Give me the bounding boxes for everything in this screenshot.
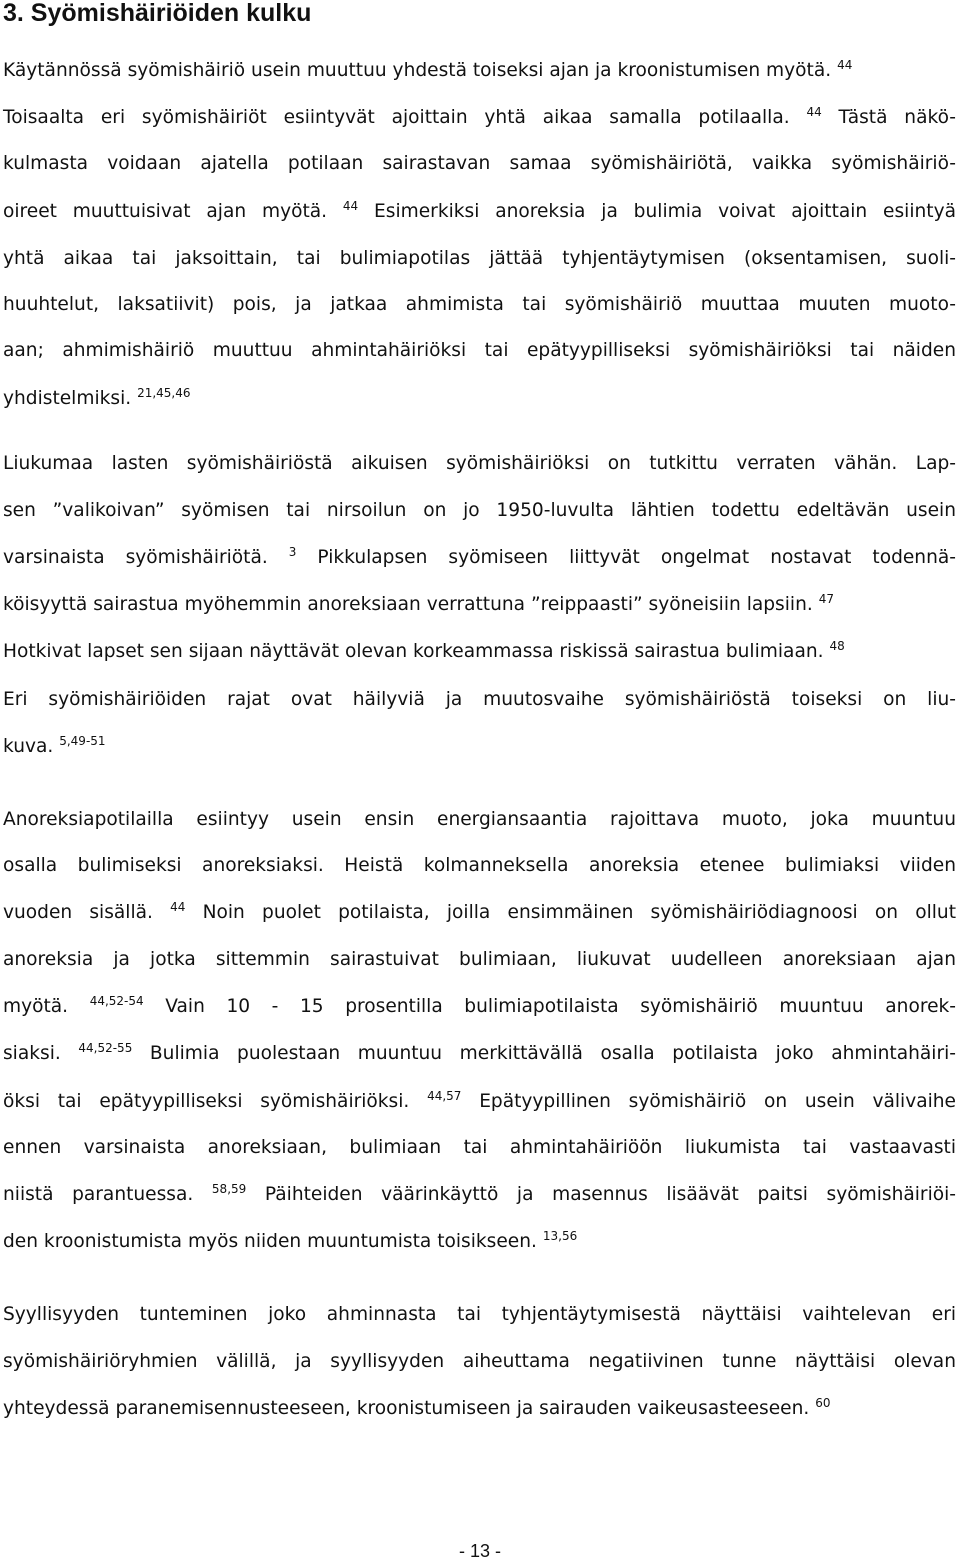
line-text: anoreksia ja jotka sittemmin sairastuivat bulimiaan, liukuvat uudelleen anoreksiaan ajan [3,949,956,970]
line-text: syömishäiriöryhmien välillä, ja syyllisyyden aiheuttama negatiivinen tunne näyttäisi olevan [3,1351,956,1372]
line-text: varsinaista syömishäiriötä. [3,547,268,568]
line-text-continuation: Noin puolet potilaista, joilla ensimmäinen syömishäiriödiagnoosi on ollut [202,902,956,923]
citation-reference: 13,56 [542,1229,578,1243]
text-line [3,1090,956,1114]
text-line [3,247,956,271]
line-text-continuation: Epätyypillinen syömishäiriö on usein välivaihe [479,1091,956,1112]
text-line [3,901,956,925]
line-text: myötä. [3,996,69,1017]
citation-reference: 44 [806,105,822,119]
line-text-continuation: Päihteiden väärinkäyttö ja masennus lisäävät paitsi syömishäiriöi- [264,1184,956,1205]
citation-reference: 44,52-55 [78,1041,133,1055]
line-text: Liukumaa lasten syömishäiriöstä aikuisen syömishäiriöksi on tutkittu verraten vähän. Lap- [3,453,956,474]
line-text: yhdistelmiksi. [3,388,132,409]
line-text: huuhtelut, laksatiivit) pois, ja jatkaa ahmimista tai syömishäiriö muuttaa muuten muoto- [3,294,956,315]
line-text: Käytännössä syömishäiriö usein muuttuu yhdestä toiseksi ajan ja kroonistumisen myötä. [3,60,832,81]
citation-reference: 44,52-54 [89,994,144,1008]
text-line [3,1303,956,1327]
text-line [3,293,956,317]
text-line [3,499,956,523]
line-text: Syyllisyyden tunteminen joko ahminnasta tai tyhjentäytymisestä näyttäisi vaihtelevan eri [3,1304,956,1325]
citation-reference: 44,57 [427,1089,462,1103]
text-line [3,735,956,759]
text-line [3,1230,956,1254]
text-line [3,59,956,83]
text-line [3,1397,956,1421]
citation-reference: 5,49-51 [59,734,106,748]
page-number: - 13 - [458,1541,501,1561]
text-line [3,1350,956,1374]
citation-reference: 21,45,46 [137,386,191,400]
line-text: osalla bulimiseksi anoreksiaksi. Heistä kolmanneksella anoreksia etenee bulimiaksi viiden [3,855,956,876]
text-line [3,339,956,363]
text-line [3,1042,956,1066]
citation-reference: 44 [170,900,186,914]
line-text: sen ”valikoivan” syömisen tai nirsoilun on jo 1950-luvulta lähtien todettu edeltävän usein [3,500,956,521]
line-text: siaksi. [3,1043,61,1064]
line-text: kulmasta voidaan ajatella potilaan sairastavan samaa syömishäiriötä, vaikka syömishäiriö- [3,153,956,174]
text-line [3,546,956,570]
line-text: den kroonistumista myös niiden muuntumista toisikseen. [3,1231,537,1252]
line-text: aan; ahmimishäiriö muuttuu ahmintahäiriöksi tai epätyypilliseksi syömishäiriöksi tai näiden [3,340,956,361]
line-text: Anoreksiapotilailla esiintyy usein ensin energiansaantia rajoittava muoto, joka muuntuu [3,809,956,830]
text-line [3,854,956,878]
line-text: köisyyttä sairastua myöhemmin anoreksiaan verrattuna ”reippaasti” syöneisiin lapsiin. [3,594,813,615]
line-text: ennen varsinaista anoreksiaan, bulimiaan tai ahmintahäiriöön liukumista tai vastaavasti [3,1137,956,1158]
citation-reference: 60 [815,1396,831,1410]
citation-reference: 44 [837,58,853,72]
text-line [3,452,956,476]
text-line [3,1136,956,1160]
citation-reference: 47 [818,592,834,606]
line-text-continuation: Tästä näkö- [838,107,956,128]
line-text: vuoden sisällä. [3,902,153,923]
line-text: Eri syömishäiriöiden rajat ovat häilyviä ja muutosvaihe syömishäiriöstä toiseksi on liu- [3,689,956,710]
text-line [3,593,956,617]
text-line [3,948,956,972]
text-line [3,808,956,832]
line-text-continuation: Pikkulapsen syömiseen liittyvät ongelmat nostavat todennä- [317,547,956,568]
citation-reference: 44 [342,199,359,213]
text-line [3,387,956,411]
line-text: Hotkivat lapset sen sijaan näyttävät olevan korkeammassa riskissä sairastua bulimiaan. [3,641,824,662]
line-text: öksi tai epätyypilliseksi syömishäiriöksi. [3,1091,410,1112]
text-line [3,106,956,130]
line-text-continuation: Bulimia puolestaan muuntuu merkittävällä osalla potilaista joko ahmintahäiri- [149,1043,956,1064]
citation-reference: 48 [829,639,845,653]
line-text: kuva. [3,736,54,757]
text-line [3,200,956,224]
section-heading: 3. Syömishäiriöiden kulku [3,0,312,27]
text-line [3,640,956,664]
line-text-continuation: Vain 10 - 15 prosentilla bulimiapotilaista syömishäiriö muuntuu anorek- [165,996,956,1017]
text-line [3,152,956,176]
line-text: yhtä aikaa tai jaksoittain, tai bulimiapotilas jättää tyhjentäytymisen (oksentamisen, suoli- [3,248,956,269]
citation-reference: 58,59 [211,1182,247,1196]
line-text-continuation: Esimerkiksi anoreksia ja bulimia voivat ajoittain esiintyä [374,201,956,222]
citation-reference: 3 [288,545,297,559]
line-text: yhteydessä paranemisennusteeseen, kroonistumiseen ja sairauden vaikeusasteeseen. [3,1398,810,1419]
line-text: niistä parantuessa. [3,1184,194,1205]
line-text: oireet muuttuisivat ajan myötä. [3,201,328,222]
text-line [3,995,956,1019]
text-line [3,688,956,712]
line-text: Toisaalta eri syömishäiriöt esiintyvät ajoittain yhtä aikaa samalla potilaalla. [3,107,790,128]
text-line [3,1183,956,1207]
